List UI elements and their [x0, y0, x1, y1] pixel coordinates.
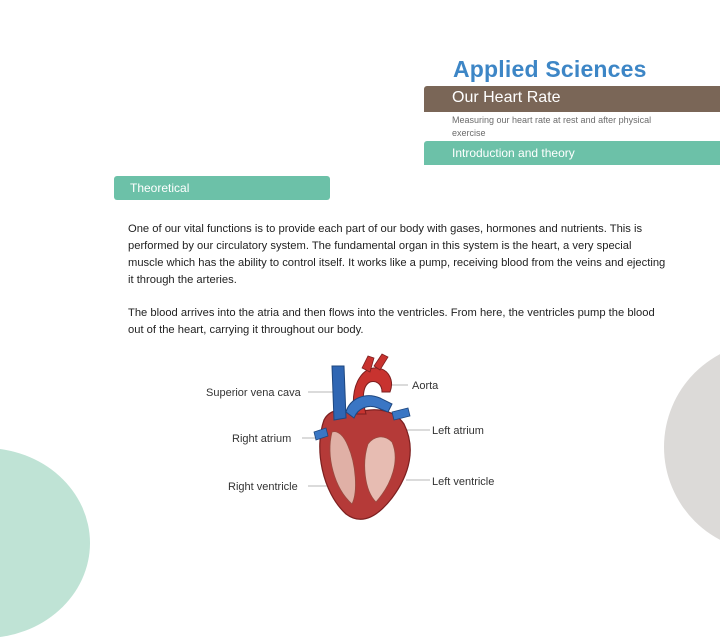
page-subtitle: Measuring our heart rate at rest and after physical exercise — [452, 115, 652, 138]
decorative-circle-right — [664, 342, 720, 552]
intro-label: Introduction and theory — [452, 146, 575, 160]
title-banner — [424, 86, 720, 112]
intro-banner — [424, 141, 720, 165]
label-left-atrium: Left atrium — [432, 425, 484, 437]
label-right-ventricle: Right ventricle — [228, 481, 298, 493]
brand-title: Applied Sciences — [453, 56, 647, 82]
theoretical-banner — [114, 176, 330, 200]
theoretical-label: Theoretical — [130, 181, 190, 195]
page-title: Our Heart Rate — [452, 89, 561, 106]
decorative-circle-left — [0, 448, 90, 638]
label-left-ventricle: Left ventricle — [432, 476, 495, 488]
paragraph-blood-flow: The blood arrives into the atria and then flows into the ventricles. From here, the ventricles pump the blood out of the heart, carrying it throughout our body. — [128, 307, 655, 336]
label-superior-vena-cava: Superior vena cava — [206, 387, 301, 399]
superior-vena-cava-vessel — [332, 366, 346, 420]
paragraph-circulatory-system: One of our vital functions is to provide each part of our body with gases, hormones and nutrients. This is performed by our circulatory system. The fundamental organ in this system is the heart, a very special muscle which has the ability to control itself. It works like a pump, receiving blood from the veins and ejecting it through the arteries. — [128, 223, 666, 286]
label-aorta: Aorta — [412, 380, 439, 392]
label-right-atrium: Right atrium — [232, 433, 292, 445]
heart-diagram — [196, 352, 526, 532]
